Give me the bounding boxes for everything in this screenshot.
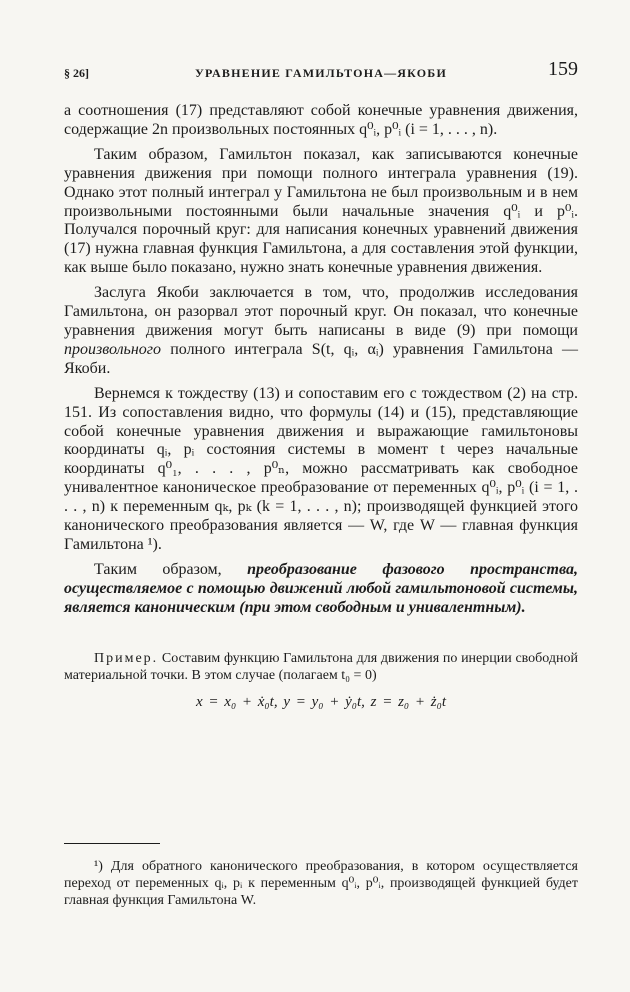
example-formula: x = x₀ + ẋ₀t, y = y₀ + ẏ₀t, z = z₀ + ż₀t bbox=[196, 693, 446, 710]
running-title: УРАВНЕНИЕ ГАМИЛЬТОНА—ЯКОБИ bbox=[195, 66, 447, 80]
theorem-statement: преобразование фазового пространства, осуществляемое с помощью движений любой гамильтоновой системы, является каноническим (при этом свободным и унивалентным). bbox=[64, 560, 579, 616]
paragraph-3 bbox=[64, 284, 578, 379]
footnote-rule bbox=[64, 843, 160, 844]
paragraph-1: а соотношения (17) представляют собой конечные уравнения движения, содержащие 2n произвольных постоянных q⁰ᵢ, p⁰ᵢ (i = 1, . . . , n). bbox=[64, 102, 578, 138]
example-text: Составим функцию Гамильтона для движения по инерции свободной материальной точки. В этом случае (полагаем t₀ = 0) bbox=[64, 650, 578, 683]
running-header bbox=[64, 58, 578, 84]
paragraph-4: Вернемся к тождеству (13) и сопоставим его с тождеством (2) на стр. 151. Из сопоставления видно, что формулы (14) и (15), представляющие собой конечные уравнения движения и выражающие гамильтоновы координаты qᵢ, pᵢ состояния системы в момент t через начальные координаты q⁰₁, . . . , p⁰ₙ, можно рассматривать как свободное унивалентное каноническое преобразование от переменных q⁰ᵢ, p⁰ᵢ (i = 1, . . . , n) к переменным qₖ, pₖ (k = 1, . . . , n); производящей функцией этого канонического преобразования является — W, где W — главная функция Гамильтона ¹). bbox=[64, 384, 578, 553]
footnote: ¹) Для обратного канонического преобразования, в котором осуществляется переход от переменных qᵢ, pᵢ к переменным q⁰ᵢ, p⁰ᵢ, производящей функцией будет главная функция Гамильтона W. bbox=[64, 859, 578, 908]
paragraph-2: Таким образом, Гамильтон показал, как записываются конечные уравнения движения при помощи полного интеграла уравнения (19). Однако этот полный интеграл у Гамильтона не был произвольным и в нем произвольными постоянными были начальные значения q⁰ᵢ и p⁰ᵢ. Получался порочный круг: для написания конечных уравнений движения (17) нужна главная функция Гамильтона, а для составления этой функции, как выше было показано, нужно знать конечные уравнения движения. bbox=[64, 145, 578, 277]
paragraph-3-part-b: полного интеграла S(t, qᵢ, αᵢ) уравнения Гамильтона — Якоби. bbox=[64, 340, 578, 377]
paragraph-5 bbox=[64, 561, 578, 618]
page bbox=[64, 58, 578, 711]
example-label: Пример. bbox=[94, 650, 159, 666]
section-marker: § 26] bbox=[64, 66, 89, 80]
paragraph-3-italic: произвольного bbox=[64, 340, 162, 358]
page-number: 159 bbox=[548, 58, 578, 80]
paragraph-3-part-a: Заслуга Якоби заключается в том, что, продолжив исследования Гамильтона, он разорвал этот порочный круг. Он показал, что конечные уравнения движения могут быть написаны в виде (9) при помощи bbox=[64, 284, 578, 339]
paragraph-5-lead: Таким образом, bbox=[94, 560, 222, 578]
body-text bbox=[64, 102, 578, 618]
example-block bbox=[64, 650, 578, 684]
